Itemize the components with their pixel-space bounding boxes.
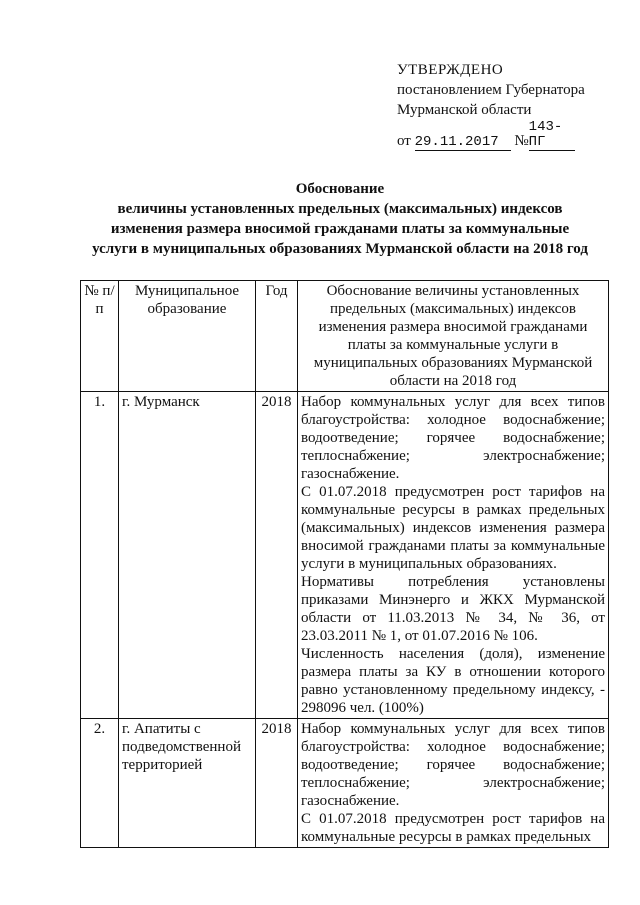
justification-population: Численность населения (доля), изменение размера платы за КУ в отношении которого равно установленному предельному индексу, - 298096 чел. (100%) [301, 646, 605, 716]
justification-norms: Нормативы потребления установлены приказами Минэнерго и ЖКХ Мурманской области от 11.03.2013 № 34, № 36, от 23.03.2011 № 1, от 01.07.2016 № 106. [301, 574, 605, 644]
number-prefix: № [514, 133, 529, 149]
justification-services: Набор коммунальных услуг для всех типов благоустройства: холодное водоснабжение; водоотведение; горячее водоснабжение; теплоснабжение; электроснабжение; газоснабжение. [301, 721, 605, 809]
justification-tariffs: С 01.07.2018 предусмотрен рост тарифов на коммунальные ресурсы в рамках предельных [301, 811, 605, 845]
header-justification: Обоснование величины установленных предельных (максимальных) индексов изменения размера вносимой гражданами платы за коммунальные услуги в муниципальных образованиях Мурманской области на 2018 год [298, 281, 609, 392]
approval-block [397, 60, 585, 151]
row-year: 2018 [256, 392, 298, 719]
header-municipality: Муниципальное образование [119, 281, 256, 392]
row-num: 1. [81, 392, 119, 719]
document-title [70, 179, 610, 259]
justification-table [80, 280, 609, 848]
table-row [81, 392, 609, 719]
title-line-3: изменения размера вносимой гражданами платы за коммунальные [110, 221, 570, 237]
approval-number: 143-ПГ [529, 120, 575, 151]
approval-line-2: Мурманской области [397, 102, 532, 118]
approval-date-line [397, 120, 585, 151]
title-line-4: услуги в муниципальных образованиях Мурманской области на 2018 год [92, 241, 588, 257]
approval-line-1: постановлением Губернатора [397, 82, 585, 98]
title-line-2: величины установленных предельных (максимальных) индексов [117, 201, 563, 217]
approval-date: 29.11.2017 [415, 135, 511, 151]
row-year: 2018 [256, 719, 298, 848]
table-header-row [81, 281, 609, 392]
row-num: 2. [81, 719, 119, 848]
header-year: Год [256, 281, 298, 392]
header-num: № п/п [81, 281, 119, 392]
row-justification [298, 392, 609, 719]
justification-services: Набор коммунальных услуг для всех типов благоустройства: холодное водоснабжение; водоотведение; горячее водоснабжение; теплоснабжение; электроснабжение; газоснабжение. [301, 394, 605, 482]
title-line-1: Обоснование [295, 181, 385, 197]
justification-tariffs: С 01.07.2018 предусмотрен рост тарифов на коммунальные ресурсы в рамках предельных (максимальных) индексов изменения размера вносимой гражданами платы за коммунальные услуги в муниципальных образованиях. [301, 484, 605, 572]
table-row [81, 719, 609, 848]
row-justification [298, 719, 609, 848]
date-prefix: от [397, 133, 411, 149]
approval-title: УТВЕРЖДЕНО [397, 62, 504, 78]
row-municipality: г. Апатиты с подведомственной территорией [119, 719, 256, 848]
row-municipality: г. Мурманск [119, 392, 256, 719]
